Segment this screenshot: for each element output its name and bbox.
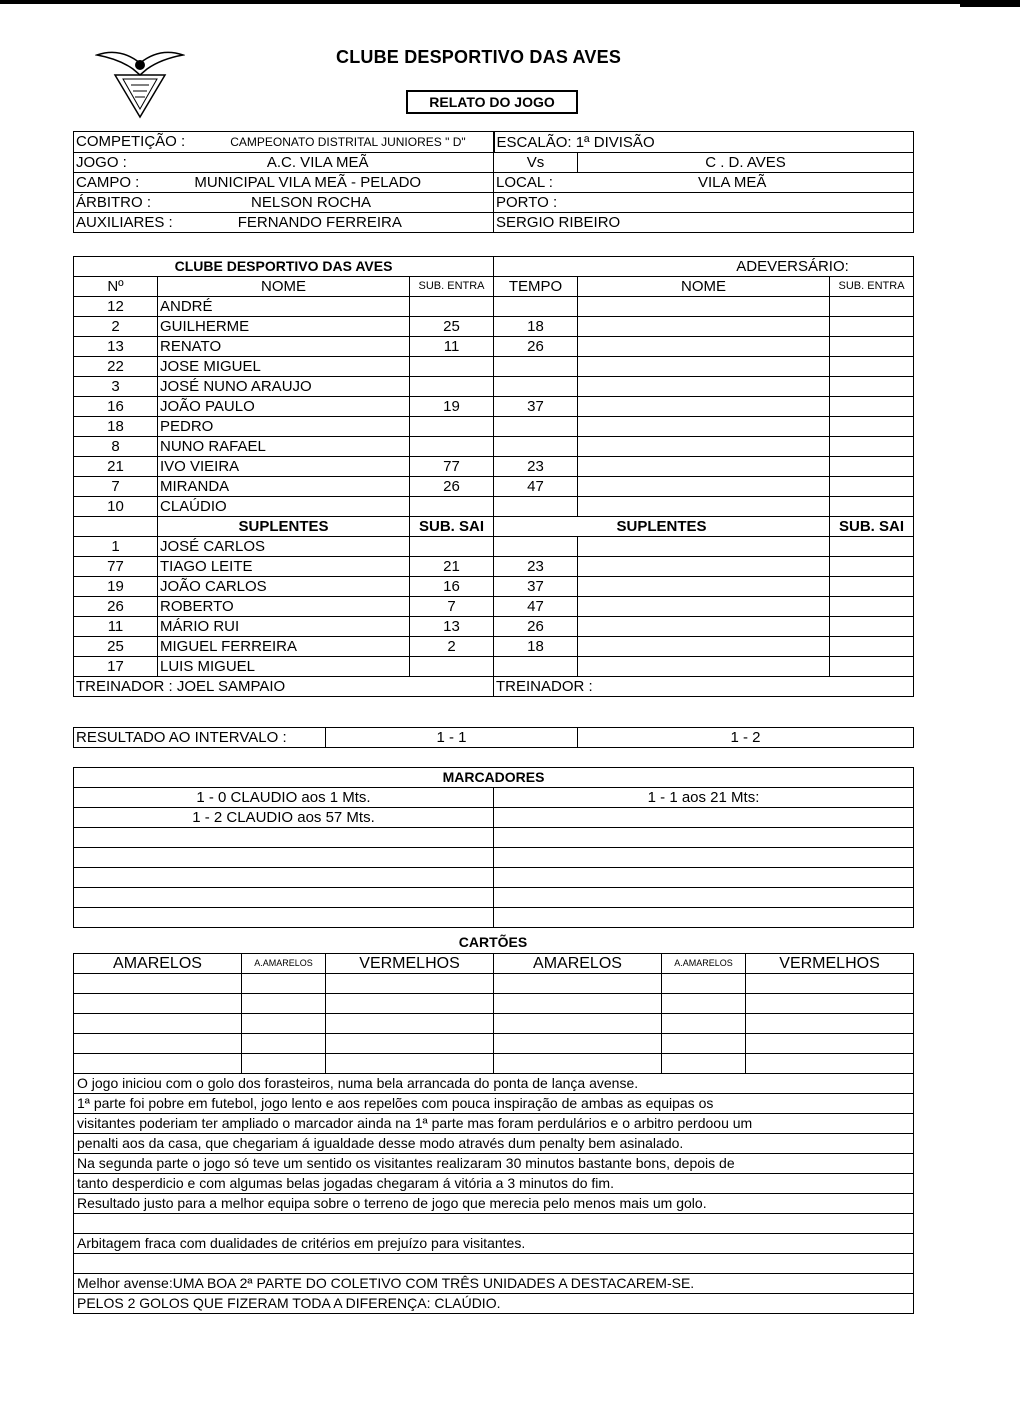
player-number: 3 <box>74 377 158 397</box>
substitute-row <box>74 537 914 557</box>
away-second-yellow-header: A.AMARELOS <box>662 954 746 974</box>
card-cell <box>746 1034 914 1054</box>
player-name: ANDRÉ <box>158 297 410 317</box>
opponent-name <box>578 317 830 337</box>
narrative-line <box>74 1074 914 1094</box>
col-header-opp-sub-entra: SUB. ENTRA <box>830 277 914 297</box>
card-cell <box>74 974 242 994</box>
scorer-row <box>74 908 914 928</box>
player-name: JOSÉ CARLOS <box>158 537 410 557</box>
narrative-text: 1ª parte foi pobre em futebol, jogo lento e aos repelões com pouca inspiração de ambas as equipas os <box>74 1094 914 1114</box>
opponent-name <box>578 577 830 597</box>
opponent-sub <box>830 577 914 597</box>
tempo-value <box>494 297 578 317</box>
opponent-sub <box>830 617 914 637</box>
report-title: RELATO DO JOGO <box>406 90 578 114</box>
local-cell: LOCAL : VILA MEÃ <box>494 173 914 193</box>
opponent-name <box>578 657 830 677</box>
scorer-away <box>494 868 914 888</box>
home-second-yellow-header: A.AMARELOS <box>242 954 326 974</box>
narrative-line <box>74 1294 914 1314</box>
tempo-value <box>494 537 578 557</box>
player-number: 22 <box>74 357 158 377</box>
scorers-table <box>73 767 914 928</box>
scorer-home: 1 - 0 CLAUDIO aos 1 Mts. <box>74 788 494 808</box>
card-cell <box>242 1054 326 1074</box>
card-cell <box>242 974 326 994</box>
suplentes-header: SUPLENTES <box>158 517 410 537</box>
scorer-home <box>74 828 494 848</box>
opponent-sub <box>830 557 914 577</box>
player-name: MÁRIO RUI <box>158 617 410 637</box>
player-number: 77 <box>74 557 158 577</box>
narrative-line <box>74 1174 914 1194</box>
starter-row <box>74 397 914 417</box>
opponent-sub <box>830 337 914 357</box>
player-name: MIGUEL FERREIRA <box>158 637 410 657</box>
club-lineup-header: CLUBE DESPORTIVO DAS AVES <box>74 257 494 277</box>
sub-entra-value: 25 <box>410 317 494 337</box>
sub-sai-value <box>410 537 494 557</box>
auxiliar2-cell: SERGIO RIBEIRO <box>494 213 914 233</box>
opponent-name <box>578 557 830 577</box>
substitute-row <box>74 657 914 677</box>
card-cell <box>494 1014 662 1034</box>
player-name: ROBERTO <box>158 597 410 617</box>
card-cell <box>74 1034 242 1054</box>
player-name: GUILHERME <box>158 317 410 337</box>
narrative-text: tanto desperdicio e com algumas belas jogadas chegaram á vitória a 3 minutos do fim. <box>74 1174 914 1194</box>
sub-entra-value <box>410 497 494 517</box>
opponent-name <box>578 537 830 557</box>
sub-sai-value: 13 <box>410 617 494 637</box>
player-name: MIRANDA <box>158 477 410 497</box>
starter-row <box>74 457 914 477</box>
scorer-away <box>494 848 914 868</box>
halftime-table <box>73 727 914 748</box>
tempo-value <box>494 417 578 437</box>
jogo-cell: JOGO : A.C. VILA MEÃ <box>74 153 494 173</box>
player-name: LUIS MIGUEL <box>158 657 410 677</box>
scorer-away <box>494 888 914 908</box>
away-team-cell: C . D. AVES <box>578 153 914 173</box>
narrative-text: O jogo iniciou com o golo dos forasteiros, numa bela arrancada do ponta de lança avense. <box>74 1074 914 1094</box>
scorer-row <box>74 868 914 888</box>
coach-home: TREINADOR : JOEL SAMPAIO <box>74 677 494 697</box>
opponent-sub <box>830 397 914 417</box>
card-cell <box>326 974 494 994</box>
tempo-value: 18 <box>494 317 578 337</box>
halftime-score-2: 1 - 2 <box>578 728 914 748</box>
card-cell <box>242 1014 326 1034</box>
player-number: 17 <box>74 657 158 677</box>
opponent-sub <box>830 597 914 617</box>
starter-row <box>74 297 914 317</box>
card-cell <box>494 994 662 1014</box>
scorer-row <box>74 888 914 908</box>
narrative-text: Resultado justo para a melhor equipa sobre o terreno de jogo que merecia pelo menos mais um golo. <box>74 1194 914 1214</box>
opponent-sub <box>830 297 914 317</box>
player-number: 19 <box>74 577 158 597</box>
opponent-name <box>578 297 830 317</box>
opp-sub-sai-header: SUB. SAI <box>830 517 914 537</box>
competicao-cell: COMPETIÇÃO : CAMPEONATO DISTRITAL JUNIORES " D" <box>74 132 494 153</box>
opponent-sub <box>830 537 914 557</box>
sub-sai-value <box>410 657 494 677</box>
sub-entra-value: 11 <box>410 337 494 357</box>
porto-cell: PORTO : <box>494 193 914 213</box>
starter-row <box>74 417 914 437</box>
opponent-name <box>578 497 830 517</box>
card-row <box>74 1054 914 1074</box>
sub-entra-value: 26 <box>410 477 494 497</box>
player-name: NUNO RAFAEL <box>158 437 410 457</box>
narrative-text: Na segunda parte o jogo só teve um sentido os visitantes realizaram 30 minutos bastante bons, depois de <box>74 1154 914 1174</box>
starter-row <box>74 477 914 497</box>
halftime-score-1: 1 - 1 <box>326 728 578 748</box>
card-cell <box>326 1054 494 1074</box>
opponent-name <box>578 337 830 357</box>
narrative-text: Melhor avense:UMA BOA 2ª PARTE DO COLETIVO COM TRÊS UNIDADES A DESTACAREM-SE. <box>74 1274 914 1294</box>
sub-sai-value: 16 <box>410 577 494 597</box>
scorer-away <box>494 828 914 848</box>
cards-title: CARTÕES <box>458 934 528 950</box>
card-cell <box>74 1054 242 1074</box>
card-cell <box>326 1014 494 1034</box>
player-number: 21 <box>74 457 158 477</box>
tempo-value <box>494 437 578 457</box>
scorer-row <box>74 828 914 848</box>
opponent-sub <box>830 637 914 657</box>
scorer-home <box>74 848 494 868</box>
player-name: JOSÉ NUNO ARAUJO <box>158 377 410 397</box>
match-info-table <box>73 131 914 233</box>
card-cell <box>326 1034 494 1054</box>
card-cell <box>326 994 494 1014</box>
player-number: 12 <box>74 297 158 317</box>
opponent-lineup-header: ADEVERSÁRIO: <box>494 257 914 277</box>
campo-cell: CAMPO : MUNICIPAL VILA MEÃ - PELADO <box>74 173 494 193</box>
top-border-corner <box>960 0 1020 7</box>
narrative-text <box>74 1214 914 1234</box>
home-red-header: VERMELHOS <box>326 954 494 974</box>
opponent-sub <box>830 437 914 457</box>
card-cell <box>74 1014 242 1034</box>
tempo-value: 18 <box>494 637 578 657</box>
player-number: 16 <box>74 397 158 417</box>
player-name: JOSE MIGUEL <box>158 357 410 377</box>
scorer-away <box>494 908 914 928</box>
card-cell <box>746 994 914 1014</box>
scorer-row <box>74 788 914 808</box>
sub-sai-value: 2 <box>410 637 494 657</box>
col-header-nome: NOME <box>158 277 410 297</box>
player-number: 10 <box>74 497 158 517</box>
tempo-value: 23 <box>494 557 578 577</box>
substitute-row <box>74 617 914 637</box>
away-yellow-header: AMARELOS <box>494 954 662 974</box>
substitute-row <box>74 557 914 577</box>
col-header-opp-nome: NOME <box>578 277 830 297</box>
col-header-no: Nº <box>74 277 158 297</box>
sub-sai-header: SUB. SAI <box>410 517 494 537</box>
narrative-line <box>74 1094 914 1114</box>
opponent-name <box>578 437 830 457</box>
narrative-text: penalti aos da casa, que chegariam á igualdade desse modo através dum penalty bem asinalado. <box>74 1134 914 1154</box>
player-number: 13 <box>74 337 158 357</box>
opponent-sub <box>830 497 914 517</box>
player-name: PEDRO <box>158 417 410 437</box>
scorer-away: 1 - 1 aos 21 Mts: <box>494 788 914 808</box>
card-cell <box>242 994 326 1014</box>
player-name: JOÃO PAULO <box>158 397 410 417</box>
card-row <box>74 994 914 1014</box>
home-yellow-header: AMARELOS <box>74 954 242 974</box>
opponent-name <box>578 377 830 397</box>
card-row <box>74 1014 914 1034</box>
card-cell <box>662 974 746 994</box>
tempo-value: 47 <box>494 597 578 617</box>
card-cell <box>746 974 914 994</box>
opp-suplentes-header: SUPLENTES <box>494 517 830 537</box>
player-name: RENATO <box>158 337 410 357</box>
tempo-value <box>494 657 578 677</box>
opponent-sub <box>830 377 914 397</box>
scorer-home <box>74 908 494 928</box>
opponent-name <box>578 597 830 617</box>
opponent-sub <box>830 457 914 477</box>
starter-row <box>74 357 914 377</box>
card-cell <box>494 1034 662 1054</box>
narrative-line <box>74 1234 914 1254</box>
card-cell <box>662 1034 746 1054</box>
player-name: TIAGO LEITE <box>158 557 410 577</box>
tempo-value <box>494 377 578 397</box>
auxiliares-cell: AUXILIARES : FERNANDO FERREIRA <box>74 213 494 233</box>
substitute-row <box>74 637 914 657</box>
opponent-name <box>578 397 830 417</box>
col-header-tempo: TEMPO <box>494 277 578 297</box>
col-header-sub-entra: SUB. ENTRA <box>410 277 494 297</box>
opponent-name <box>578 357 830 377</box>
narrative-line <box>74 1254 914 1274</box>
cards-table <box>73 953 914 1314</box>
top-border-line <box>0 0 1020 4</box>
scorer-row <box>74 808 914 828</box>
sub-entra-value <box>410 297 494 317</box>
opponent-sub <box>830 417 914 437</box>
card-cell <box>746 1014 914 1034</box>
card-row <box>74 1034 914 1054</box>
sub-entra-value <box>410 357 494 377</box>
opponent-name <box>578 417 830 437</box>
tempo-value: 37 <box>494 397 578 417</box>
substitute-row <box>74 597 914 617</box>
narrative-line <box>74 1154 914 1174</box>
sub-entra-value <box>410 377 494 397</box>
player-number: 25 <box>74 637 158 657</box>
card-cell <box>494 1054 662 1074</box>
card-cell <box>74 994 242 1014</box>
player-name: IVO VIEIRA <box>158 457 410 477</box>
card-cell <box>662 994 746 1014</box>
card-cell <box>662 1014 746 1034</box>
tempo-value: 23 <box>494 457 578 477</box>
scorers-title: MARCADORES <box>74 768 914 788</box>
starter-row <box>74 337 914 357</box>
narrative-text <box>74 1254 914 1274</box>
scorer-home <box>74 888 494 908</box>
narrative-text: Arbitagem fraca com dualidades de critérios em prejuízo para visitantes. <box>74 1234 914 1254</box>
substitute-row <box>74 577 914 597</box>
lineup-table <box>73 256 914 697</box>
opponent-sub <box>830 477 914 497</box>
opponent-name <box>578 477 830 497</box>
starter-row <box>74 377 914 397</box>
coach-away: TREINADOR : <box>494 677 914 697</box>
starter-row <box>74 317 914 337</box>
opponent-sub <box>830 357 914 377</box>
narrative-line <box>74 1114 914 1134</box>
sub-entra-value <box>410 417 494 437</box>
card-cell <box>662 1054 746 1074</box>
vs-cell: Vs <box>494 153 578 173</box>
suplentes-blank <box>74 517 158 537</box>
tempo-value: 26 <box>494 337 578 357</box>
tempo-value: 47 <box>494 477 578 497</box>
card-cell <box>242 1034 326 1054</box>
card-cell <box>494 974 662 994</box>
player-number: 7 <box>74 477 158 497</box>
sub-sai-value: 7 <box>410 597 494 617</box>
narrative-text: visitantes poderiam ter ampliado o marcador ainda na 1ª parte mas foram perdulários e o arbitro perdoou um <box>74 1114 914 1134</box>
player-number: 1 <box>74 537 158 557</box>
tempo-value: 37 <box>494 577 578 597</box>
player-number: 26 <box>74 597 158 617</box>
opponent-sub <box>830 657 914 677</box>
narrative-line <box>74 1134 914 1154</box>
player-number: 2 <box>74 317 158 337</box>
sub-entra-value <box>410 437 494 457</box>
halftime-label: RESULTADO AO INTERVALO : <box>74 728 326 748</box>
player-name: CLAÚDIO <box>158 497 410 517</box>
starter-row <box>74 437 914 457</box>
card-row <box>74 974 914 994</box>
narrative-text: PELOS 2 GOLOS QUE FIZERAM TODA A DIFERENÇA: CLAÚDIO. <box>74 1294 914 1314</box>
scorer-away <box>494 808 914 828</box>
player-number: 18 <box>74 417 158 437</box>
player-number: 8 <box>74 437 158 457</box>
sub-entra-value: 19 <box>410 397 494 417</box>
scorer-row <box>74 848 914 868</box>
opponent-sub <box>830 317 914 337</box>
scorer-home <box>74 868 494 888</box>
narrative-line <box>74 1274 914 1294</box>
tempo-value: 26 <box>494 617 578 637</box>
card-cell <box>746 1054 914 1074</box>
club-crest-logo <box>95 45 185 120</box>
tempo-value <box>494 357 578 377</box>
tempo-value <box>494 497 578 517</box>
away-red-header: VERMELHOS <box>746 954 914 974</box>
sub-entra-value: 77 <box>410 457 494 477</box>
opponent-name <box>578 457 830 477</box>
player-name: JOÃO CARLOS <box>158 577 410 597</box>
starter-row <box>74 497 914 517</box>
narrative-line <box>74 1194 914 1214</box>
sub-sai-value: 21 <box>410 557 494 577</box>
arbitro-cell: ÁRBITRO : NELSON ROCHA <box>74 193 494 213</box>
opponent-name <box>578 617 830 637</box>
club-title: CLUBE DESPORTIVO DAS AVES <box>336 47 622 67</box>
narrative-line <box>74 1214 914 1234</box>
player-number: 11 <box>74 617 158 637</box>
escalao-cell: ESCALÃO: 1ª DIVISÃO <box>494 132 914 153</box>
opponent-name <box>578 637 830 657</box>
scorer-home: 1 - 2 CLAUDIO aos 57 Mts. <box>74 808 494 828</box>
